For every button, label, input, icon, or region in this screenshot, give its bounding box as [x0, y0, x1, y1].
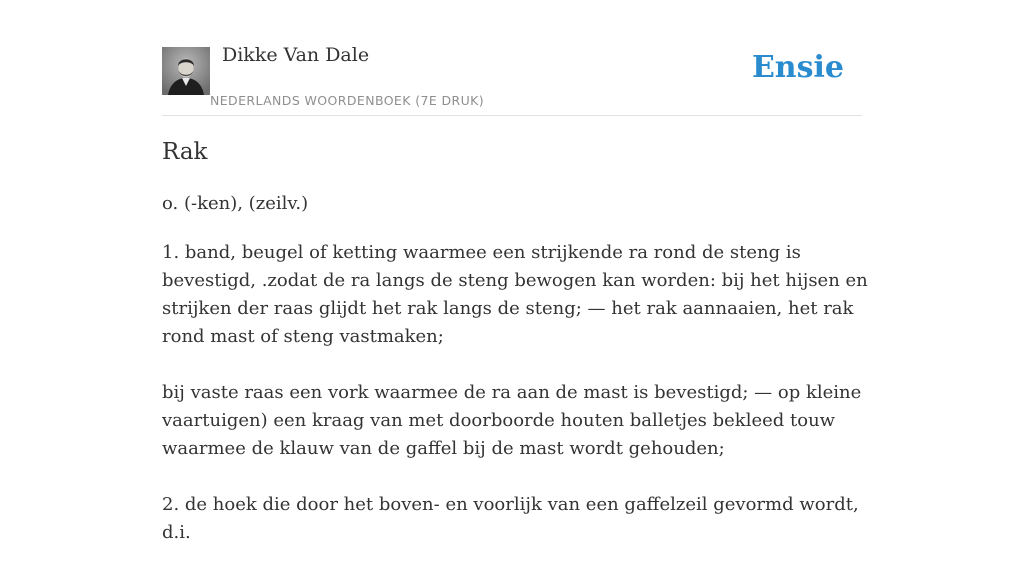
author-name[interactable]: Dikke Van Dale — [222, 44, 370, 66]
grammar-info: o. (-ken), (zeilv.) — [162, 193, 309, 214]
definition-text — [162, 239, 868, 575]
author-avatar[interactable] — [162, 47, 210, 95]
brand-logo[interactable]: Ensie — [751, 50, 844, 85]
portrait-icon — [162, 47, 210, 95]
content-container — [162, 0, 868, 543]
source-name[interactable]: NEDERLANDS WOORDENBOEK (7E DRUK) — [210, 93, 485, 108]
entry-title: Rak — [162, 139, 208, 165]
definition-paragraph: 1. band, beugel of ketting waarmee een strijkende ra rond de steng is bevestigd, .zodat de ra langs de steng bewogen kan worden: bij het hijsen en strijken der raas glijdt het rak langs de steng; — het rak aannaaien, het rak rond mast of steng vastmaken; — [162, 242, 868, 347]
definition-paragraph: 2. de hoek die door het boven- en voorlijk van een gaffelzeil gevormd wordt, d.i. — [162, 494, 859, 543]
entry-header — [162, 0, 862, 116]
definition-paragraph: bij vaste raas een vork waarmee de ra aan de mast is bevestigd; — op kleine vaartuigen) een kraag van met doorboorde houten balletjes bekleed touw waarmee de klauw van de gaffel bij de mast wordt gehouden; — [162, 382, 862, 459]
